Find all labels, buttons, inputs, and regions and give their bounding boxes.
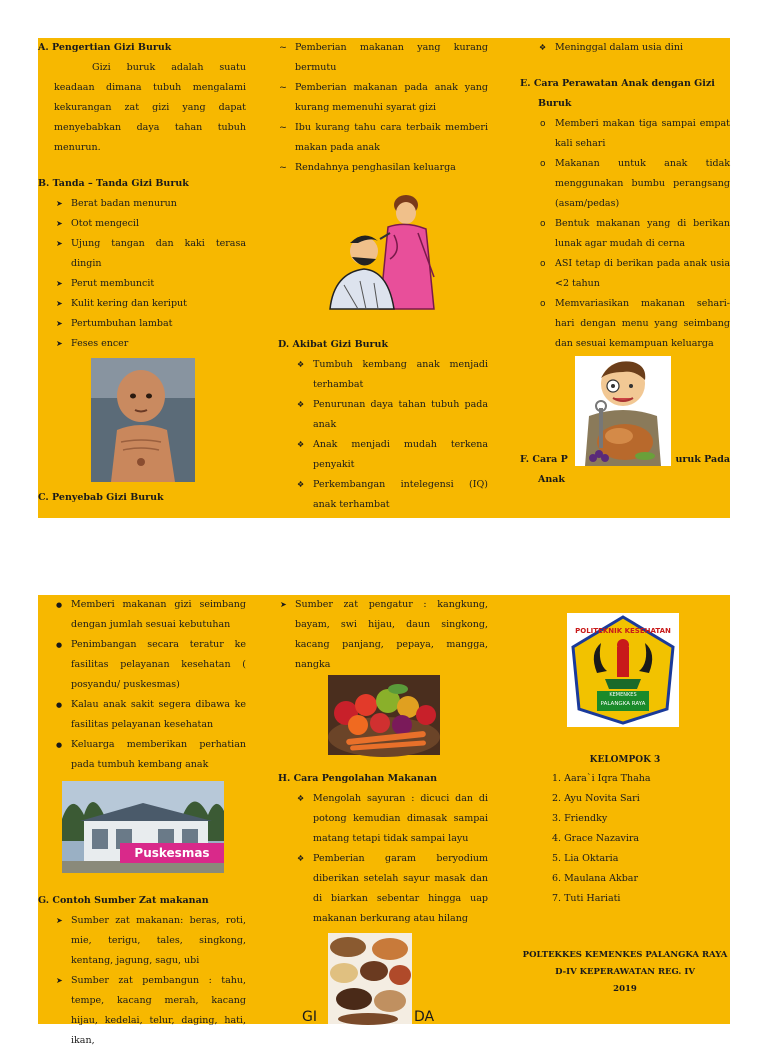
list-item: 3. Friendky bbox=[552, 813, 608, 824]
list-item: ➤ Perut membuncit bbox=[54, 274, 246, 294]
brochure-panel-1 bbox=[38, 38, 730, 518]
puskesmas-building-photo bbox=[62, 781, 224, 873]
boy-eating-chicken-illustration bbox=[575, 356, 671, 466]
list-item: o Memberi makan tiga sampai empat kali sehari bbox=[538, 114, 730, 154]
bottom-text-left: GI bbox=[302, 1009, 317, 1025]
food-collage-photo bbox=[328, 933, 412, 1024]
list-item: ❖ Perkembangan intelegensi (IQ) anak terhambat bbox=[296, 475, 488, 515]
bottom-text-right: DA bbox=[414, 1009, 435, 1025]
causes-list bbox=[278, 38, 488, 178]
signs-list bbox=[38, 194, 246, 354]
section-c-title: C. Penyebab Gizi Buruk bbox=[38, 492, 164, 503]
list-item: 1. Aara`i Iqra Thaha bbox=[552, 773, 651, 784]
care-list bbox=[520, 114, 730, 354]
list-item: ● Kalau anak sakit segera dibawa ke fasilitas pelayanan kesehatan bbox=[54, 695, 246, 735]
list-item: ❖ Meninggal dalam usia dini bbox=[538, 38, 730, 58]
list-item: ● Memberi makanan gizi seimbang dengan jumlah sesuai kebutuhan bbox=[54, 595, 246, 635]
list-item: ➤ Kulit kering dan keriput bbox=[54, 294, 246, 314]
processing-list bbox=[296, 789, 488, 929]
list-item: ❖ Tumbuh kembang anak menjadi terhambat bbox=[296, 355, 488, 395]
list-item: ➤ Pertumbuhan lambat bbox=[54, 314, 246, 334]
prevention-list bbox=[38, 595, 246, 775]
fruits-vegetables-photo bbox=[328, 675, 440, 755]
list-item: ~ Ibu kurang tahu cara terbaik memberi makan pada anak bbox=[278, 118, 488, 158]
list-item: 5. Lia Oktaria bbox=[552, 853, 619, 864]
section-d-title: D. Akibat Gizi Buruk bbox=[278, 339, 389, 350]
list-item: ➤ Otot mengecil bbox=[54, 214, 246, 234]
list-item: 2. Ayu Novita Sari bbox=[552, 793, 640, 804]
section-f-title-right: uruk Pada bbox=[675, 454, 730, 465]
brochure-panel-2 bbox=[38, 595, 730, 1046]
column-c bbox=[520, 38, 730, 518]
list-item: o Bentuk makanan yang di berikan lunak agar mudah di cerna bbox=[538, 214, 730, 254]
section-a-text: Gizi buruk adalah suatu keadaan dimana tubuh mengalami kekurangan zat gizi yang dapat menyebabkan daya tahan tubuh menurun. bbox=[54, 62, 246, 153]
list-item: ➤ Berat badan menurun bbox=[54, 194, 246, 214]
list-item: ➤ Ujung tangan dan kaki terasa dingin bbox=[54, 234, 246, 274]
institution-name: POLTEKKES KEMENKES PALANGKA RAYA bbox=[522, 950, 728, 960]
effects-list bbox=[296, 355, 488, 515]
list-item: ● Keluarga memberikan perhatian pada tumbuh kembang anak bbox=[54, 735, 246, 775]
puskesmas-sign: Puskesmas bbox=[134, 846, 210, 860]
list-item: ● Penimbangan secara teratur ke fasilitas pelayanan kesehatan ( posyandu/ puskesmas) bbox=[54, 635, 246, 695]
list-item: o Memvariasikan makanan sehari-hari dengan menu yang seimbang dan sesuai kemampuan keluarga bbox=[538, 294, 730, 354]
program-name: D-IV KEPERAWATAN REG. IV bbox=[555, 967, 695, 977]
section-g-title: G. Contoh Sumber Zat makanan bbox=[38, 895, 209, 906]
section-b-title: B. Tanda – Tanda Gizi Buruk bbox=[38, 178, 189, 189]
list-item: o ASI tetap di berikan pada anak usia <2 tahun bbox=[538, 254, 730, 294]
list-item: 7. Tuti Hariati bbox=[552, 893, 621, 904]
effects-list-continued bbox=[520, 38, 730, 58]
section-f-title-left: F. Cara P bbox=[520, 454, 568, 465]
list-item: ~ Rendahnya penghasilan keluarga bbox=[278, 158, 488, 178]
list-item: ➤ Sumber zat makanan: beras, roti, mie, terigu, tales, singkong, kentang, jagung, sagu, ubi bbox=[54, 911, 246, 971]
section-e-title: E. Cara Perawatan Anak dengan Gizi Buruk bbox=[520, 78, 715, 109]
list-item: 4. Grace Nazavira bbox=[552, 833, 640, 844]
poltekkes-logo bbox=[567, 613, 679, 727]
column-a bbox=[38, 595, 246, 1046]
logo-arc-text: POLITEKNIK KESEHATAN bbox=[575, 627, 671, 635]
list-item: o Makanan untuk anak tidak menggunakan bumbu perangsang (asam/pedas) bbox=[538, 154, 730, 214]
column-c bbox=[520, 595, 730, 1024]
section-a-title: A. Pengertian Gizi Buruk bbox=[38, 42, 172, 53]
list-item: ❖ Pemberian garam beryodium diberikan setelah sayur masak dan di biarkan sebentar hingga uap makanan berkurang atau hilang bbox=[296, 849, 488, 929]
list-item: ❖ Anak menjadi mudah terkena penyakit bbox=[296, 435, 488, 475]
section-f-title-line2: Anak bbox=[538, 474, 566, 485]
list-item: ❖ Penurunan daya tahan tubuh pada anak bbox=[296, 395, 488, 435]
logo-sub-text-1: KEMENKES bbox=[609, 692, 637, 698]
list-item: 6. Maulana Akbar bbox=[552, 873, 639, 884]
list-item: ❖ Mengolah sayuran : dicuci dan di potong kemudian dimasak sampai matang tetapi tidak sampai layu bbox=[296, 789, 488, 849]
column-b bbox=[278, 38, 488, 518]
malnourished-child-photo bbox=[91, 358, 195, 482]
year: 2019 bbox=[613, 984, 637, 994]
column-a bbox=[38, 38, 246, 518]
members-list bbox=[552, 769, 730, 909]
mother-feeding-child-illustration bbox=[330, 193, 440, 313]
logo-sub-text-2: PALANGKA RAYA bbox=[600, 701, 646, 707]
list-item: ~ Pemberian makanan yang kurang bermutu bbox=[278, 38, 488, 78]
list-item: ➤ Feses encer bbox=[54, 334, 246, 354]
food-sources-list-continued bbox=[278, 595, 488, 675]
group-title: KELOMPOK 3 bbox=[589, 755, 661, 765]
food-sources-list bbox=[54, 911, 246, 1051]
column-b bbox=[278, 595, 488, 1024]
section-h-title: H. Cara Pengolahan Makanan bbox=[278, 773, 438, 784]
list-item: ➤ Sumber zat pengatur : kangkung, bayam, swi hijau, daun singkong, kacang panjang, pepaya, mangga, nangka bbox=[278, 595, 488, 675]
list-item: ➤ Sumber zat pembangun : tahu, tempe, kacang merah, kacang hijau, kedelai, telur, daging, hati, ikan, bbox=[54, 971, 246, 1051]
list-item: ~ Pemberian makanan pada anak yang kurang memenuhi syarat gizi bbox=[278, 78, 488, 118]
